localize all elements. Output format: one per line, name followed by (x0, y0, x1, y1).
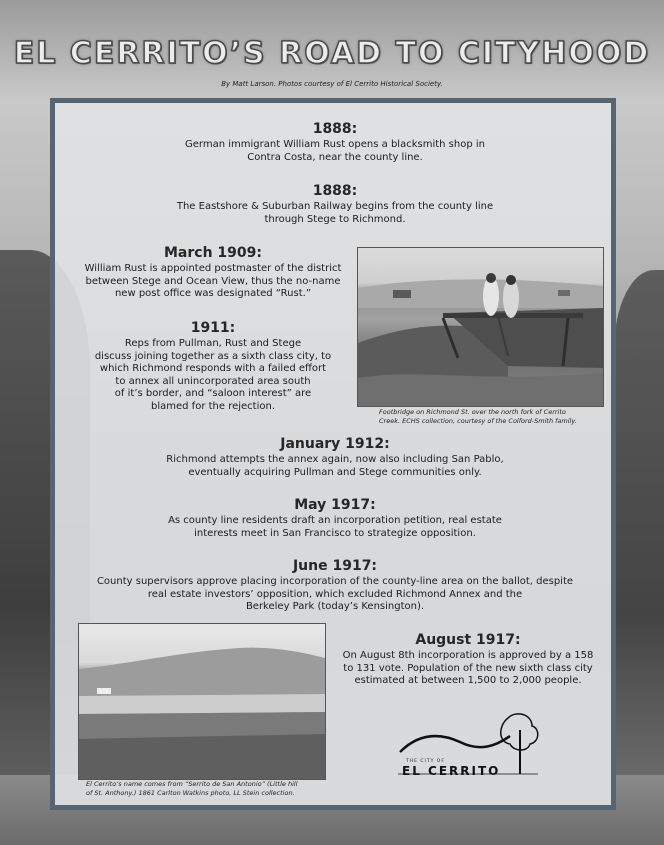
entry-date: 1888: (312, 183, 358, 199)
entry-text: German immigrant William Rust opens a blacksmith shop in Contra Costa, near the county line. (185, 139, 485, 163)
hill-illustration (79, 624, 325, 779)
footbridge-illustration (358, 248, 603, 406)
entry-date: June 1917: (292, 558, 378, 574)
entry-date: March 1909: (164, 245, 262, 261)
background-hillside-right (614, 270, 664, 845)
city-of-el-cerrito-logo (398, 712, 550, 780)
entry-date: 1888: (312, 121, 358, 137)
timeline-entry-august-1917 (328, 632, 608, 688)
timeline-entry-march-1909 (68, 245, 358, 301)
timeline-entry-june-1917 (70, 558, 600, 614)
entry-text: The Eastshore & Suburban Railway begins from the county line through Stege to Richmond. (176, 201, 494, 225)
page-title: EL CERRITO’S ROAD TO CITYHOOD (13, 36, 651, 71)
byline: By Matt Larson. Photos courtesy of El Cerrito Historical Society. (221, 80, 443, 88)
entry-date: May 1917: (294, 497, 376, 513)
entry-date: January 1912: (280, 436, 390, 452)
timeline-entry-1911 (68, 320, 358, 413)
entry-date: 1911: (190, 320, 236, 336)
el-cerrito-hill-photo (78, 623, 326, 780)
entry-date: August 1917: (415, 632, 521, 648)
entry-text: On August 8th incorporation is approved by a 158 to 131 vote. Population of the new sixth class city estimated at between 1,500 to 2,000 people. (342, 650, 594, 686)
logo-main-text: EL CERRITO (402, 764, 501, 778)
footbridge-photo-caption: Footbridge on Richmond St. over the north fork of Cerrito Creek. ECHS collection, courtesy of the Colford-Smith family. (379, 408, 577, 425)
logo-top-text: THE CITY OF (406, 759, 445, 764)
timeline-entry-1888-blacksmith (110, 121, 560, 164)
entry-text: As county line residents draft an incorporation petition, real estate interests meet in San Francisco to strategize opposition. (168, 515, 502, 539)
entry-text: County supervisors approve placing incorporation of the county-line area on the ballot, despite real estate investors’ opposition, which excluded Richmond Annex and the Berkeley Park (today’s Kensington). (96, 576, 574, 612)
timeline-entry-january-1912 (90, 436, 580, 479)
entry-text: Richmond attempts the annex again, now also including San Pablo, eventually acquiring Pullman and Stege communities only. (166, 454, 504, 478)
hill-photo-caption: El Cerrito’s name comes from “Serrito de San Antonio” (Little hill of St. Anthony.) 1861 Carlton Watkins photo, LL Stein collection. (86, 780, 298, 797)
entry-text: Reps from Pullman, Rust and Stege discuss joining together as a sixth class city, to which Richmond responds with a failed effort to annex all unincorporated area south of it’s border, and “saloon interest” are blamed for the rejection. (94, 338, 332, 412)
timeline-entry-1888-railway (110, 183, 560, 226)
entry-text: William Rust is appointed postmaster of the district between Stege and Ocean View, thus the no-name new post office was designated “Rust.” (84, 263, 342, 299)
timeline-entry-may-1917 (90, 497, 580, 540)
footbridge-photo (357, 247, 604, 407)
